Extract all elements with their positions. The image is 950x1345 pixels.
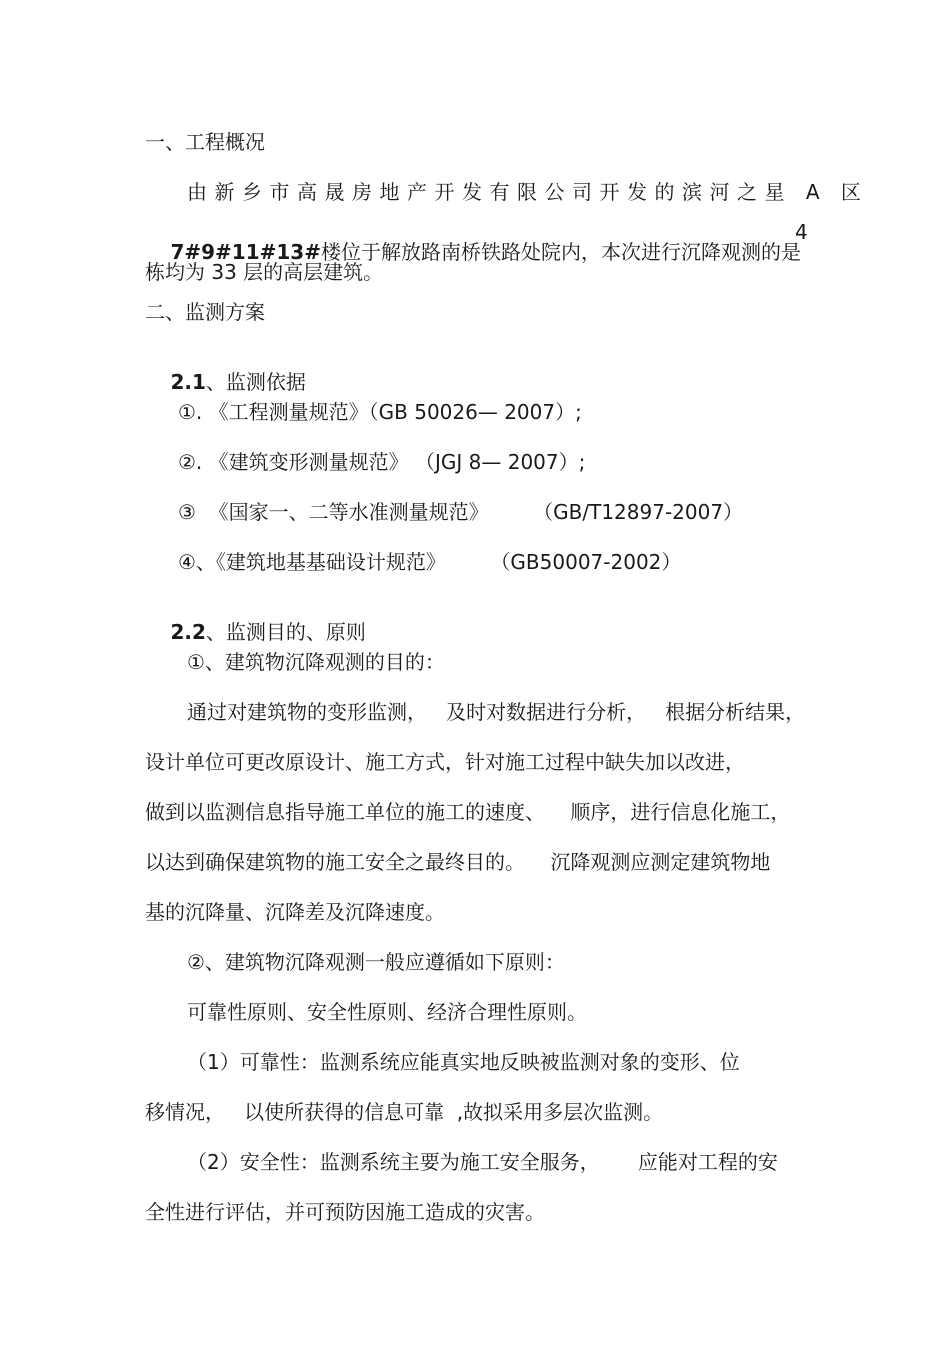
purpose-line-1: 通过对建筑物的变形监测， 及时对数据进行分析， 根据分析结果， xyxy=(187,700,806,724)
purpose-heading: ①、建筑物沉降观测的目的： xyxy=(187,650,445,674)
intro-line-1: 由新乡市高晟房地产开发有限公司开发的滨河之星 A 区 xyxy=(187,180,869,204)
safety-line-1: （2）安全性：监测系统主要为施工安全服务， 应能对工程的安 xyxy=(187,1150,778,1174)
heading-overview: 一、工程概况 xyxy=(145,130,265,154)
purpose-line-3: 做到以监测信息指导施工单位的施工的速度、 顺序，进行信息化施工， xyxy=(145,800,791,824)
principles-heading: ②、建筑物沉降观测一般应遵循如下原则： xyxy=(187,950,565,974)
intro-line-2-text: 楼位于解放路南桥铁路处院内，本次进行沉降观测的是 xyxy=(320,240,801,264)
intro-line-3: 栋均为 33 层的高层建筑。 xyxy=(145,260,384,284)
purpose-line-5: 基的沉降量、沉降差及沉降速度。 xyxy=(145,900,445,924)
basis-item-3: ③ 《国家一、二等水准测量规范》 （GB/T12897-2007） xyxy=(178,500,744,524)
safety-line-2: 全性进行评估，并可预防因施工造成的灾害。 xyxy=(145,1200,545,1224)
heading-monitoring-plan: 二、监测方案 xyxy=(145,300,265,324)
section-2-1-title: 、监测依据 xyxy=(205,370,306,394)
purpose-line-4: 以达到确保建筑物的施工安全之最终目的。 沉降观测应测定建筑物地 xyxy=(145,850,771,874)
reliability-line-2: 移情况， 以使所获得的信息可靠 ,故拟采用多层次监测。 xyxy=(145,1100,664,1124)
basis-item-1: ①. 《工程测量规范》（GB 50026— 2007）; xyxy=(178,400,582,424)
basis-item-4: ④、《建筑地基基础设计规范》 （GB50007-2002） xyxy=(178,550,682,574)
section-2-2-title: 、监测目的、原则 xyxy=(205,620,366,644)
section-2-1-number: 2.1 xyxy=(170,370,206,394)
building-numbers: 7#9#11#13# xyxy=(170,240,321,264)
principles-list: 可靠性原则、安全性原则、经济合理性原则。 xyxy=(187,1000,587,1024)
building-count: 4 xyxy=(795,220,808,244)
basis-item-2: ②. 《建筑变形测量规范》 （JGJ 8— 2007）; xyxy=(178,450,586,474)
reliability-line-1: （1）可靠性：监测系统应能真实地反映被监测对象的变形、位 xyxy=(187,1050,740,1074)
section-2-2-number: 2.2 xyxy=(170,620,206,644)
purpose-line-2: 设计单位可更改原设计、施工方式，针对施工过程中缺失加以改进， xyxy=(145,750,745,774)
